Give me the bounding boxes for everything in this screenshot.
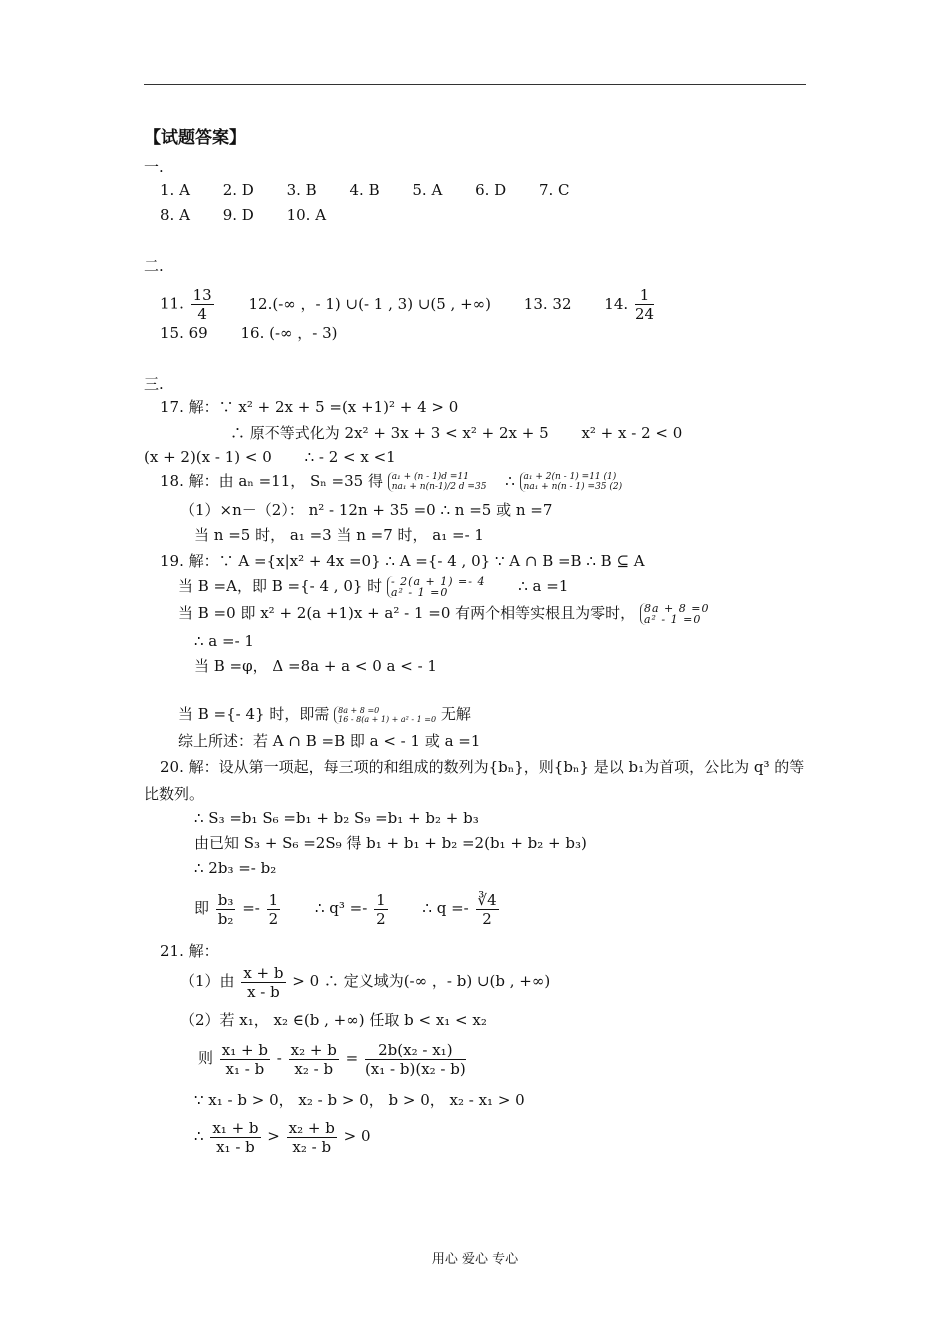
q17-step: ∴ - 2 < x <1 [304, 448, 396, 466]
q19-line-5: 当 B =φ， Δ =8a + a < 0 a < - 1 [194, 657, 437, 675]
answer-item: 5. A [412, 181, 443, 199]
q19-line-4: ∴ a =- 1 [194, 632, 254, 650]
q14-fraction [635, 286, 654, 323]
q15-answer: 15. 69 [160, 324, 208, 342]
answer-item: 2. D [222, 181, 254, 199]
answer-item: 6. D [475, 181, 507, 199]
fraction-denominator: x₁ - b [216, 1137, 255, 1156]
q20-line-1: 20. 解：设从第一项起，每三项的和组成的数列为{bₙ}，则{bₙ} 是以 b₁为首项，公比为 q³ 的等 [160, 758, 805, 776]
q21-line-5 [194, 1118, 371, 1156]
q21-step: > 0 ∴ 定义域为(-∞ ，- b) ∪(b , +∞) [292, 972, 551, 990]
q21-fraction [241, 964, 285, 1001]
q21-fraction [287, 1119, 337, 1156]
q18-step: 18. 解：由 aₙ =11， Sₙ =35 得 [160, 472, 383, 490]
q14-denominator: 24 [634, 305, 655, 323]
fraction-denominator: x₂ - b [292, 1137, 332, 1156]
system-row: a₁ + (n - 1)d =11 [391, 472, 469, 482]
q17-line-3 [144, 447, 396, 467]
section-2-row-2 [160, 323, 338, 343]
system-row: 8a + 8 =0 [643, 602, 710, 615]
fraction-numerator: x₂ + b [290, 1040, 337, 1059]
q17-line-2 [230, 423, 682, 443]
q20-fraction [267, 891, 281, 928]
q20-line-2: 比数列。 [144, 785, 205, 803]
q21-line-1 [180, 963, 550, 1001]
q20-line-6 [194, 890, 501, 928]
system-row: 16 - 8(a + 1) + a² - 1 =0 [338, 715, 437, 724]
q21-fraction [220, 1041, 270, 1078]
q20-fraction [374, 891, 388, 928]
q19-step: 当 B =0 即 x² + 2(a +1)x + a² - 1 =0 有两个相等实根且为零时， [178, 604, 636, 622]
q11-label: 11. [160, 294, 184, 313]
q21-fraction [289, 1041, 339, 1078]
fraction-denominator: x₂ - b [294, 1059, 334, 1078]
q20-fraction [476, 891, 499, 928]
q14-numerator: 1 [635, 286, 654, 305]
system-row: a² - 1 =0 [390, 586, 449, 599]
q18-line-3: 当 n =5 时， a₁ =3 当 n =7 时， a₁ =- 1 [194, 526, 484, 544]
q14-label: 14. [604, 294, 629, 313]
q20-step: =- [242, 899, 260, 917]
answer-item: 3. B [286, 181, 317, 199]
answer-item: 9. D [222, 206, 254, 224]
q21-step: ∴ [194, 1127, 204, 1145]
fraction-denominator: x₁ - b [225, 1059, 265, 1078]
fraction-denominator: (x₁ - b)(x₂ - b) [364, 1059, 466, 1078]
q19-step: ∴ a =1 [518, 577, 569, 595]
fraction-numerator: x + b [243, 963, 284, 982]
fraction-denominator: b₂ [217, 909, 234, 928]
q21-line-4: ∵ x₁ - b > 0， x₂ - b > 0， b > 0， x₂ - x₁ > 0 [194, 1091, 525, 1109]
fraction-numerator: x₁ + b [212, 1118, 259, 1137]
section-1-row-1 [160, 180, 570, 200]
answer-item: 7. C [538, 181, 570, 199]
q11-fraction [191, 286, 214, 323]
fraction-denominator: 2 [376, 909, 386, 928]
fraction-denominator: 2 [268, 909, 279, 928]
q20-line-4: 由已知 S₃ + S₆ =2S₉ 得 b₁ + b₁ + b₂ =2(b₁ + b₂ + b₃) [194, 834, 587, 852]
fraction-denominator: 2 [482, 909, 492, 928]
fraction-numerator: 1 [268, 890, 279, 909]
q19-line-1: 19. 解：∵ A ={x|x² + 4x =0} ∴ A ={- 4 , 0} ∵ A ∩ B =B ∴ B ⊆ A [160, 552, 645, 570]
q18-system-2 [520, 472, 623, 492]
page-footer: 用心 爱心 专心 [431, 1252, 519, 1267]
q20-line-5: ∴ 2b₃ =- b₂ [194, 859, 277, 877]
fraction-numerator: x₁ + b [221, 1040, 268, 1059]
system-row: na₁ + n(n-1)/2 d =35 [391, 482, 487, 492]
answer-item: 10. A [286, 206, 327, 224]
q19-step: 当 B =A，即 B ={- 4 , 0} 时 [178, 577, 383, 595]
system-row: a² - 1 =0 [643, 613, 702, 626]
q19-system-2 [640, 603, 709, 625]
answer-item: 1. A [160, 181, 190, 199]
q21-step: - [276, 1049, 282, 1067]
system-row: na₁ + n(n - 1) =35 (2) [523, 482, 623, 492]
q21-line-0: 21. 解： [160, 942, 219, 960]
answer-item: 8. A [160, 206, 190, 224]
fraction-numerator: 2b(x₂ - x₁) [365, 1041, 466, 1060]
q21-step: （1）由 [180, 972, 235, 990]
q19-line-2 [178, 576, 568, 598]
q17-step: x² + x - 2 < 0 [581, 424, 683, 442]
q20-step: ∴ q =- [422, 899, 469, 917]
q19-line-7: 综上所述：若 A ∩ B =B 即 a < - 1 或 a =1 [178, 732, 481, 750]
q18-line-2: （1）×n－（2）： n² - 12n + 35 =0 ∴ n =5 或 n =7 [180, 501, 553, 519]
q13-answer: 13. 32 [523, 294, 572, 313]
q21-step: > 0 [343, 1127, 371, 1145]
system-row: 8a + 8 =0 [338, 706, 380, 715]
q21-fraction [365, 1041, 466, 1078]
system-row: - 2(a + 1) =- 4 [390, 575, 486, 588]
fraction-numerator: 1 [376, 890, 386, 909]
q17-line-1: 17. 解：∵ x² + 2x + 5 =(x +1)² + 4 > 0 [160, 398, 459, 416]
q20-step: 即 [194, 899, 210, 917]
fraction-numerator: ∛4 [477, 890, 497, 909]
fraction-denominator: x - b [247, 982, 280, 1001]
section-3-label: 三. [144, 375, 164, 393]
q21-line-3 [198, 1040, 468, 1078]
q18-system-1 [388, 472, 487, 492]
q21-line-2: （2）若 x₁， x₂ ∈(b , +∞) 任取 b < x₁ < x₂ [180, 1011, 487, 1029]
q17-step: ∴ 原不等式化为 2x² + 3x + 3 < x² + 2x + 5 [230, 424, 549, 442]
answer-item: 4. B [349, 181, 380, 199]
section-2-label: 二. [144, 257, 164, 275]
q21-step: 则 [198, 1049, 214, 1067]
q17-step: (x + 2)(x - 1) < 0 [144, 448, 272, 466]
q11-numerator: 13 [192, 286, 212, 304]
q21-step: = [345, 1049, 359, 1067]
q16-answer: 16. (-∞ ，- 3) [240, 324, 338, 342]
q19-system-1 [387, 576, 486, 598]
q19-step: 无解 [440, 705, 471, 723]
q19-line-3 [178, 603, 709, 625]
q19-line-6 [178, 704, 471, 724]
q12-answer: 12.(-∞ ，- 1) ∪(- 1 , 3) ∪(5 , +∞) [248, 294, 492, 313]
q11-denominator: 4 [197, 305, 207, 323]
fraction-numerator: x₂ + b [288, 1118, 335, 1137]
q19-step: 当 B ={- 4} 时，即需 [178, 705, 330, 723]
section-1-row-2 [160, 205, 326, 225]
fraction-numerator: b₃ [217, 890, 234, 909]
q20-step: ∴ q³ =- [314, 899, 368, 917]
q20-fraction [216, 891, 236, 928]
system-row: a₁ + 2(n - 1) =11 (1) [523, 472, 617, 482]
q18-therefore: ∴ [505, 472, 515, 490]
q18-line-1 [160, 471, 622, 492]
q21-fraction [210, 1119, 260, 1156]
q19-system-3 [334, 706, 436, 724]
q20-line-3: ∴ S₃ =b₁ S₆ =b₁ + b₂ S₉ =b₁ + b₂ + b₃ [194, 809, 479, 827]
header-rule [144, 84, 806, 85]
section-1-label: 一. [144, 158, 164, 176]
section-2-row-1 [160, 286, 656, 323]
page-title: 【试题答案】 [144, 128, 246, 148]
q21-step: > [267, 1127, 280, 1145]
